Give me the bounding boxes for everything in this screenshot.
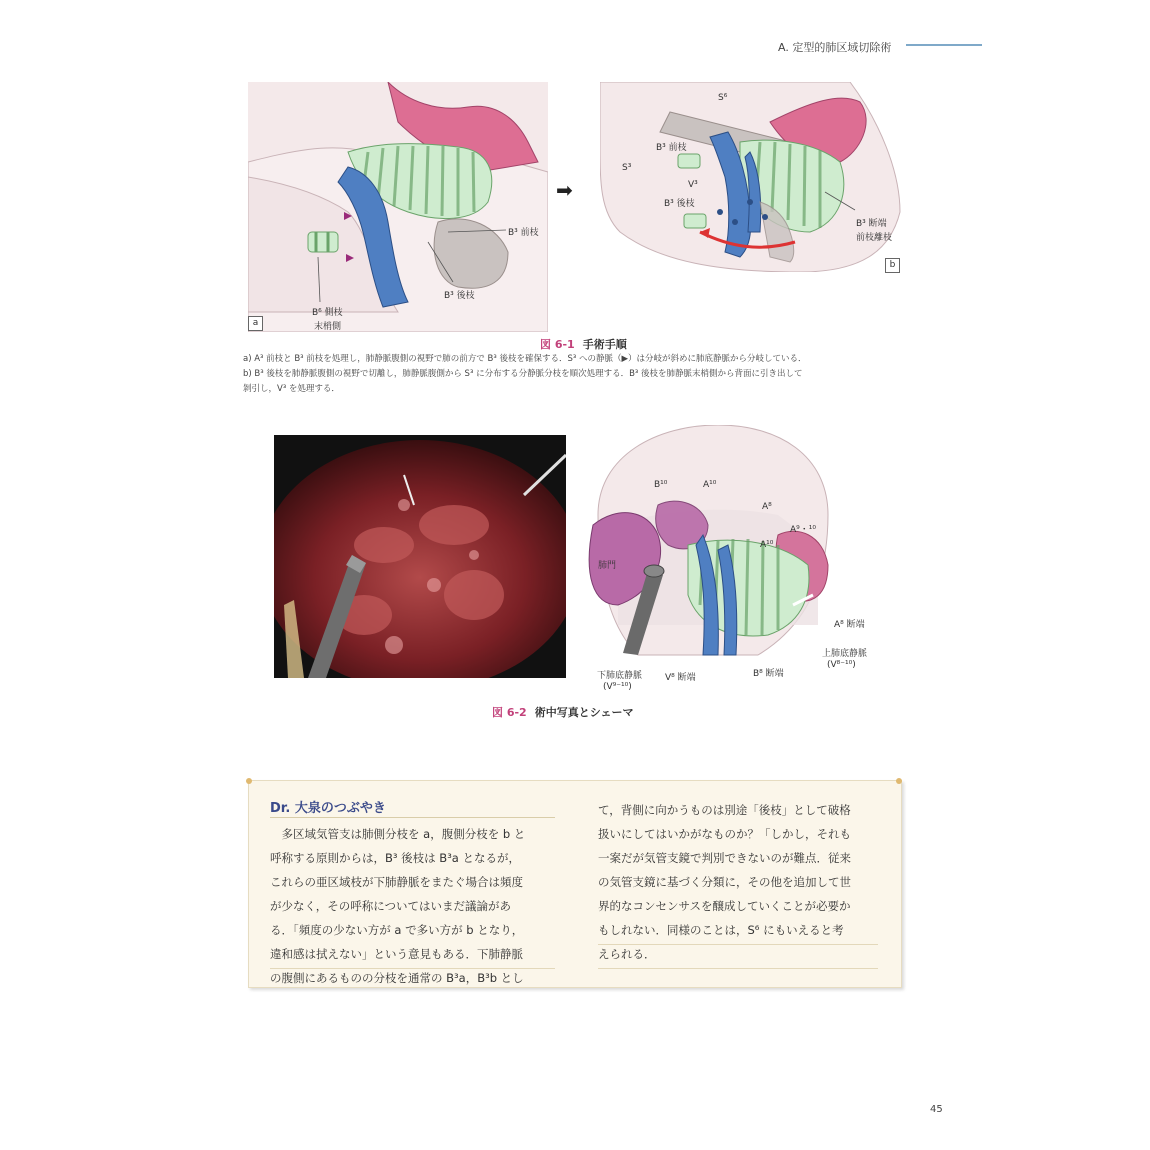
surgical-schema	[578, 425, 838, 660]
schema-label-v-stump: V⁸ 断端	[665, 673, 696, 683]
caption-line: a) A³ 前枝と B³ 前枝を処理し，肺静脈腹側の視野で肺の前方で B³ 後枝を確保する．S³ への静脈（▶）は分岐が斜めに肺底静脈から分岐している．	[243, 354, 807, 364]
running-header-title: A. 定型的肺区域切除術	[778, 41, 892, 54]
column-left-text	[270, 822, 525, 990]
column-line: て，背側に向かうものは別途「後枝」として破格	[598, 803, 851, 817]
intraoperative-photo	[274, 435, 566, 678]
column-line: 扱いにしてはいかがなものか？「しかし，それも	[598, 827, 851, 841]
schema-label-b-stump: B⁸ 断端	[753, 669, 784, 679]
figure-6-1-number: 図 6-1	[540, 338, 575, 351]
label-b3-stump-2: 前枝離枝	[856, 233, 893, 243]
caption-line: 剝引し，V³ を処理する．	[243, 384, 340, 394]
figure-6-2-caption	[492, 704, 633, 720]
column-line: えられる．	[598, 947, 656, 961]
column-line: 違和感は拭えない」という意見もある．下肺静脈	[270, 947, 523, 961]
figure-6-2-number: 図 6-2	[492, 706, 527, 719]
schema-label-a-right-2: A⁹・¹⁰	[790, 525, 816, 535]
label-b3-posterior-b: B³ 後枝	[664, 199, 695, 209]
label-b6-lateral-2: 末梢側	[314, 322, 342, 332]
column-right-text	[598, 798, 851, 966]
corner-dot	[246, 778, 252, 784]
schema-label-a-stump: A⁸ 断端	[834, 620, 865, 630]
figure-6-1-caption	[540, 336, 627, 352]
column-line: の気管支鏡に基づく分類に，その他を追加して世	[598, 875, 851, 889]
column-title: Dr. 大泉のつぶやき	[270, 801, 386, 816]
figure-6-1-panel-b	[600, 82, 905, 272]
schema-label-lower-vein-2: (V⁹⁻¹⁰)	[603, 682, 632, 692]
figure-6-2-title: 術中写真とシェーマ	[534, 706, 634, 719]
label-b3-posterior: B³ 後枝	[444, 291, 475, 301]
right-arrow-icon: ➡	[556, 178, 573, 202]
column-line: が少なく，その呼称についてはいまだ議論があ	[270, 899, 512, 913]
label-s6: S⁶	[718, 93, 728, 103]
panel-a-marker: a	[248, 316, 263, 331]
label-b3-anterior: B³ 前枝	[656, 143, 687, 153]
figure-6-1-title: 手術手順	[582, 338, 627, 351]
schema-label-hilum: 肺門	[598, 561, 617, 571]
label-v3: V³	[688, 180, 698, 190]
page-number: 45	[930, 1104, 943, 1115]
figure-6-1-caption-body	[243, 352, 908, 397]
column-rule	[270, 968, 555, 969]
label-b3-ascending: B³ 前枝	[508, 228, 539, 238]
label-b6-lateral: B⁶ 側枝	[312, 308, 343, 318]
schema-label-a-mid: A¹⁰	[760, 540, 774, 550]
column-line: る．「頻度の少ない方が a で多い方が b となり，	[270, 923, 524, 937]
figure-6-1-panel-a	[248, 82, 548, 332]
column-line: もしれない．同様のことは，S⁶ にもいえると考	[598, 923, 844, 937]
schema-label-b-upper: B¹⁰	[654, 480, 668, 490]
schema-label-a-upper: A¹⁰	[703, 480, 717, 490]
column-line: 界的なコンセンサスを醸成していくことが必要か	[598, 899, 851, 913]
header-rule	[906, 44, 982, 46]
column-line: これらの亜区域枝が下肺静脈をまたぐ場合は頻度	[270, 875, 523, 889]
column-line: 一案だが気管支鏡で判別できないのが難点．従来	[598, 851, 851, 865]
corner-dot	[896, 778, 902, 784]
column-rule	[598, 944, 878, 945]
column-title-rule	[270, 817, 555, 818]
caption-line: b) B³ 後枝を肺静脈腹側の視野で切離し，肺静脈腹側から S³ に分布する分静脈分枝を順次処理する．B³ 後枝を肺静脈末梢側から背面に引き出して	[243, 369, 803, 379]
column-line: 多区域気管支は肺側分枝を a，腹側分枝を b と	[270, 827, 526, 841]
column-line: の腹側にあるものの分枝を通常の B³a，B³b とし	[270, 971, 524, 985]
schema-label-a-right: A⁸	[762, 502, 772, 512]
panel-b-marker: b	[885, 258, 900, 273]
schema-label-lower-vein: 下肺底静脈	[597, 671, 643, 681]
label-b3-stump: B³ 断端	[856, 219, 887, 229]
column-rule	[598, 968, 878, 969]
label-s3: S³	[622, 163, 632, 173]
schema-label-upper-vein: 上肺底静脈	[822, 649, 868, 659]
schema-label-upper-vein-2: (V⁸⁻¹⁰)	[827, 660, 856, 670]
column-line: 呼称する原則からは，B³ 後枝は B³a となるが，	[270, 851, 521, 865]
